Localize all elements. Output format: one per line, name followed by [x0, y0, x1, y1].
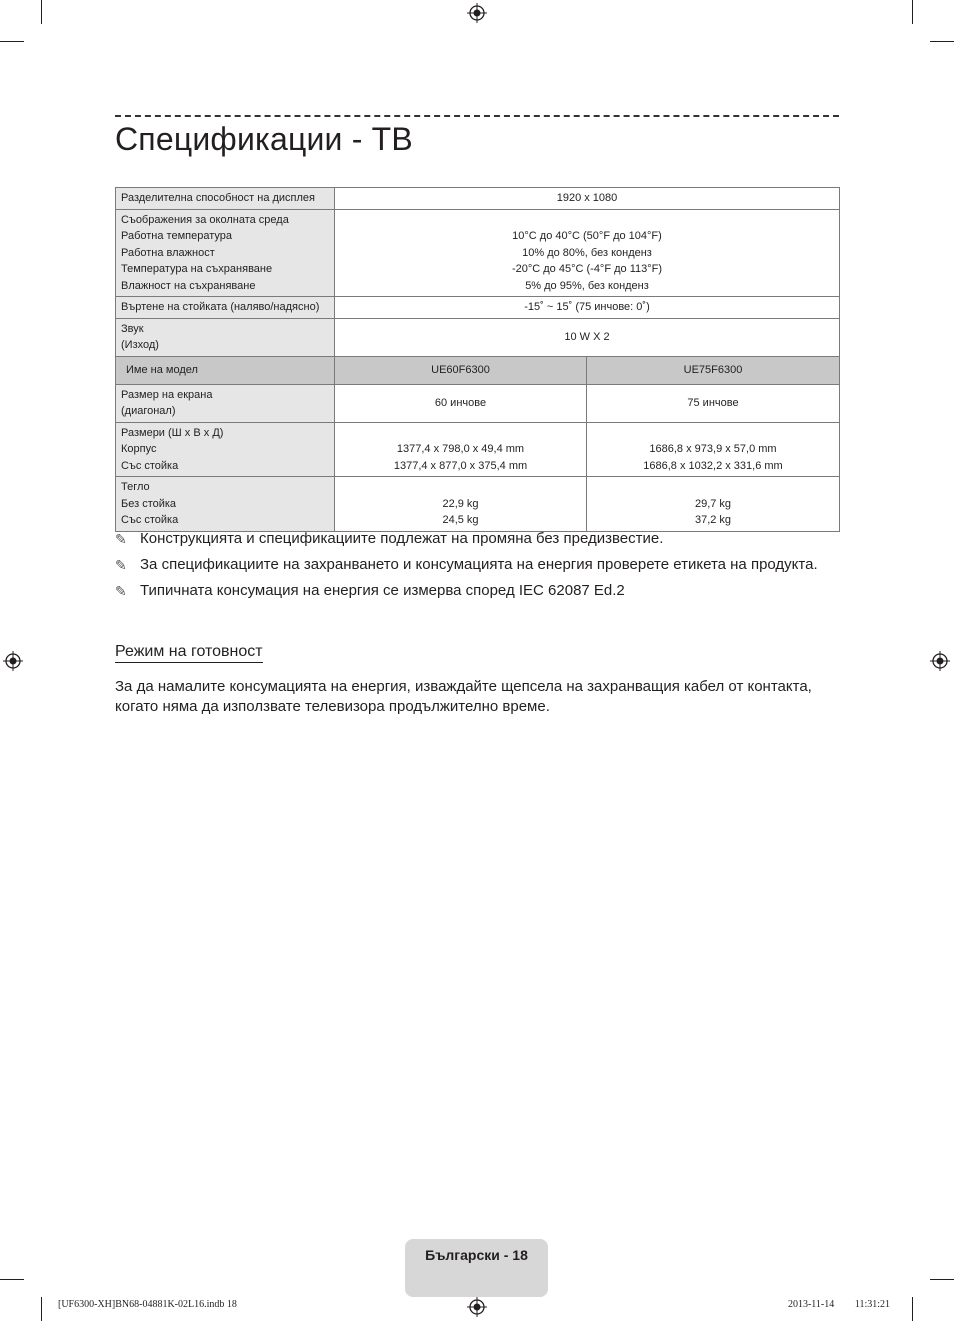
row-value: 1377,4 x 798,0 x 49,4 mm 1377,4 x 877,0 x 375,4 mm	[335, 422, 587, 477]
crop-mark	[930, 1279, 954, 1280]
spec-table	[115, 187, 840, 532]
row-label: Въртене на стойката (наляво/надясно)	[116, 297, 335, 319]
row-label: Съображения за околната среда Работна температура Работна влажност Температура на съхраняване Влажност на съхраняване	[116, 209, 335, 297]
registration-mark-icon	[3, 651, 23, 671]
table-row	[116, 477, 840, 532]
pencil-icon: ✎	[115, 557, 127, 573]
footer-timestamp: 2013-11-14 ￿￿ 11:31:21	[787, 1299, 890, 1310]
footer-file-info: [UF6300-XH]BN68-04881K-02L16.indb 18	[58, 1299, 237, 1310]
row-value: 75 инчове	[587, 384, 840, 422]
row-value: 1686,8 x 973,9 x 57,0 mm 1686,8 x 1032,2 x 331,6 mm	[587, 422, 840, 477]
row-label: Разделителна способност на дисплея	[116, 188, 335, 210]
row-value: -15˚ ~ 15˚ (75 инчове: 0˚)	[335, 297, 840, 319]
registration-mark-icon	[467, 1297, 487, 1317]
notes-list	[115, 529, 839, 607]
row-value: 60 инчове	[335, 384, 587, 422]
table-row	[116, 422, 840, 477]
page-number: Български - 18	[425, 1247, 528, 1263]
row-value: 29,7 kg 37,2 kg	[587, 477, 840, 532]
crop-mark	[0, 41, 24, 42]
model-name: UE75F6300	[587, 356, 840, 384]
section-heading: Режим на готовност	[115, 643, 263, 663]
row-label: Звук (Изход)	[116, 318, 335, 356]
crop-mark	[41, 0, 42, 24]
pencil-icon: ✎	[115, 531, 127, 547]
model-header-row	[116, 356, 840, 384]
table-row	[116, 318, 840, 356]
registration-mark-icon	[467, 3, 487, 23]
model-name: UE60F6300	[335, 356, 587, 384]
page-title: Спецификации - ТВ	[115, 121, 413, 157]
table-row	[116, 297, 840, 319]
pencil-icon: ✎	[115, 583, 127, 599]
row-label: Тегло Без стойка Със стойка	[116, 477, 335, 532]
table-row	[116, 384, 840, 422]
row-value: 22,9 kg 24,5 kg	[335, 477, 587, 532]
note-item: ✎ Типичната консумация на енергия се измерва според IEC 62087 Ed.2	[115, 582, 625, 599]
crop-mark	[0, 1279, 24, 1280]
crop-mark	[41, 1297, 42, 1321]
crop-mark	[930, 41, 954, 42]
crop-mark	[912, 1297, 913, 1321]
table-row	[116, 209, 840, 297]
section-paragraph: За да намалите консумацията на енергия, изваждайте щепсела на захранващия кабел от контакта, когато няма да използвате телевизора продължително време.	[115, 678, 812, 715]
row-value: 10 W X 2	[335, 318, 840, 356]
table-row	[116, 188, 840, 210]
model-header-label: Име на модел	[116, 356, 335, 384]
row-label: Размер на екрана (диагонал)	[116, 384, 335, 422]
row-value: 1920 x 1080	[335, 188, 840, 210]
row-value: 10°C до 40°C (50°F до 104°F) 10% до 80%, без конденз -20°C до 45°C (-4°F до 113°F) 5% до 95%, без конденз	[335, 209, 840, 297]
note-item: ✎ Конструкцията и спецификациите подлежат на промяна без предизвестие.	[115, 530, 664, 547]
registration-mark-icon	[930, 651, 950, 671]
title-dashed-rule	[115, 115, 839, 117]
note-item: ✎ За спецификациите на захранването и консумацията на енергия проверете етикета на продукта.	[115, 556, 818, 573]
row-label: Размери (Ш x В x Д) Корпус Със стойка	[116, 422, 335, 477]
crop-mark	[912, 0, 913, 24]
